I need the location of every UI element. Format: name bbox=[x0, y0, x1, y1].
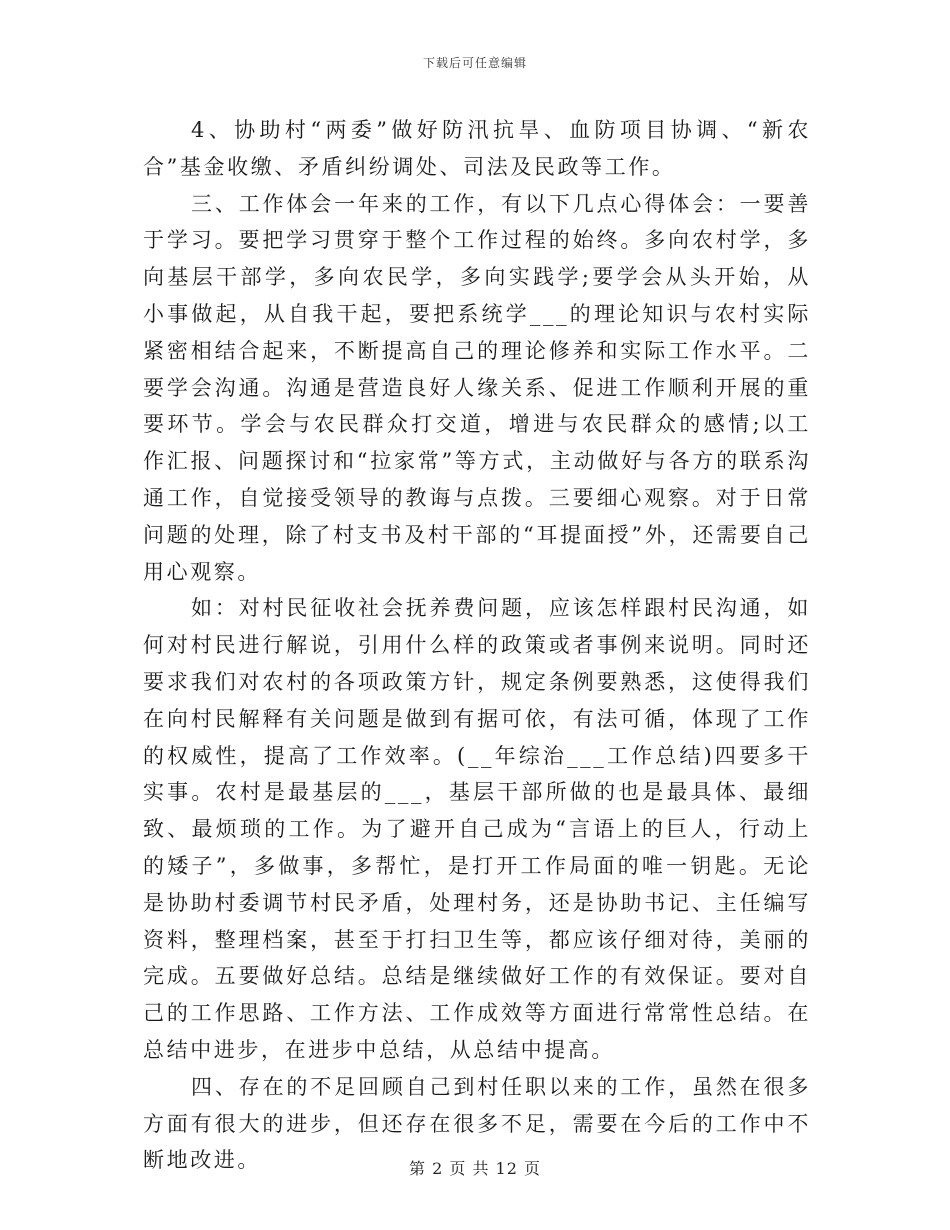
page-number: 第 2 页 共 12 页 bbox=[409, 1159, 541, 1178]
page-header: 下载后可任意编辑 bbox=[422, 56, 527, 70]
paragraph-shortcomings: 四、存在的不足回顾自己到村任职以来的工作，虽然在很多方面有很大的进步，但还存在很多不足，需要在今后的工作中不断地改进。 bbox=[143, 1074, 811, 1173]
paragraph-item-4: 4、协助村“两委”做好防汛抗旱、血防项目协调、“新农合”基金收缴、矛盾纠纷调处、司法及民政等工作。 bbox=[143, 118, 811, 179]
paragraph-work-experience: 三、工作体会一年来的工作，有以下几点心得体会：一要善于学习。要把学习贯穿于整个工作过程的始终。多向农村学，多向基层干部学，多向农民学，多向实践学;要学会从头开始，从小事做起，从自我干起，要把系统学___的理论知识与农村实际紧密相结合起来，不断提高自己的理论修养和实际工作水平。二要学会沟通。沟通是营造良好人缘关系、促进工作顺利开展的重要环节。学会与农民群众打交道，增进与农民群众的感情;以工作汇报、问题探讨和“拉家常”等方式，主动做好与各方的联系沟通工作，自觉接受领导的教诲与点拨。三要细心观察。对于日常问题的处理，除了村支书及村干部的“耳提面授”外，还需要自己用心观察。 bbox=[143, 191, 811, 584]
paragraph-example: 如：对村民征收社会抚养费问题，应该怎样跟村民沟通，如何对村民进行解说，引用什么样的政策或者事例来说明。同时还要求我们对农村的各项政策方针，规定条例要熟悉，这使得我们在向村民解释有关问题是做到有据可依，有法可循，体现了工作的权威性，提高了工作效率。(__年综治___工作总结)四要多干实事。农村是最基层的___，基层干部所做的也是最具体、最细致、最烦琐的工作。为了避开自己成为“言语上的巨人，行动上的矮子”，多做事，多帮忙，是打开工作局面的唯一钥匙。无论是协助村委调节村民矛盾，处理村务，还是协助书记、主任编写资料，整理档案，甚至于打扫卫生等，都应该仔细对待，美丽的完成。五要做好总结。总结是继续做好工作的有效保证。要对自己的工作思路、工作方法、工作成效等方面进行常常性总结。在总结中进步，在进步中总结，从总结中提高。 bbox=[143, 596, 811, 1062]
document-body bbox=[143, 112, 811, 1179]
